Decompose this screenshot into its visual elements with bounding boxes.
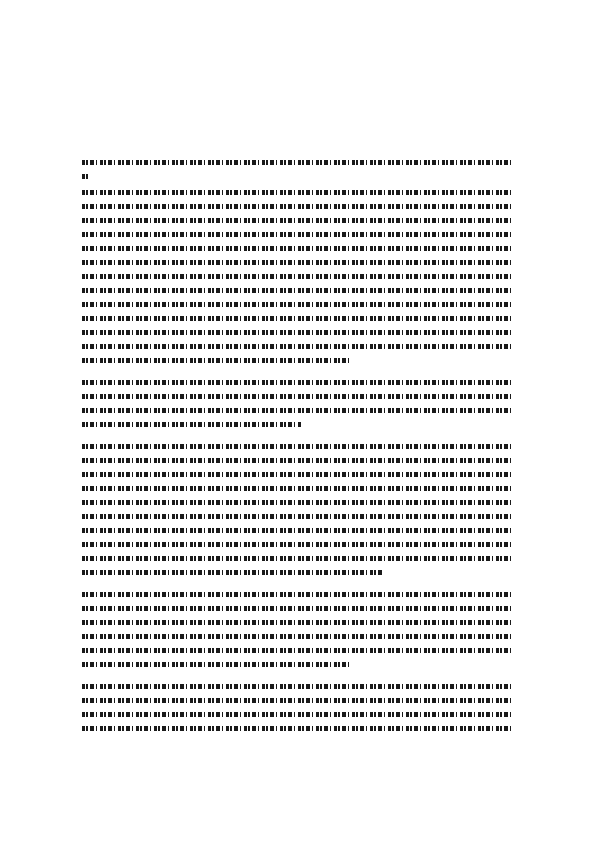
- text-line: [82, 444, 512, 449]
- text-line: [82, 570, 382, 575]
- text-line: [82, 606, 512, 611]
- text-line: [82, 698, 512, 703]
- text-line: [82, 190, 512, 195]
- text-line: [82, 174, 88, 179]
- text-line: [82, 358, 352, 363]
- text-line: [82, 458, 512, 463]
- text-line: [82, 556, 512, 561]
- text-line: [82, 514, 512, 519]
- text-line: [82, 394, 512, 399]
- text-line: [82, 684, 512, 689]
- text-line: [82, 232, 512, 237]
- text-line: [82, 344, 512, 349]
- text-line: [82, 472, 512, 477]
- text-line: [82, 330, 512, 335]
- text-line: [82, 542, 512, 547]
- text-line: [82, 712, 512, 717]
- text-line: [82, 486, 512, 491]
- text-line: [82, 634, 512, 639]
- text-line: [82, 528, 512, 533]
- text-line: [82, 218, 512, 223]
- text-line: [82, 246, 512, 251]
- text-line: [82, 204, 512, 209]
- text-line: [82, 648, 512, 653]
- text-line: [82, 592, 512, 597]
- text-line: [82, 160, 512, 165]
- text-line: [82, 288, 512, 293]
- text-line: [82, 500, 512, 505]
- text-line: [82, 274, 512, 279]
- text-line: [82, 316, 512, 321]
- text-line: [82, 726, 512, 731]
- text-line: [82, 380, 512, 385]
- text-line: [82, 260, 512, 265]
- text-line: [82, 620, 512, 625]
- text-line: [82, 422, 302, 427]
- text-line: [82, 408, 512, 413]
- text-line: [82, 302, 512, 307]
- text-line: [82, 662, 352, 667]
